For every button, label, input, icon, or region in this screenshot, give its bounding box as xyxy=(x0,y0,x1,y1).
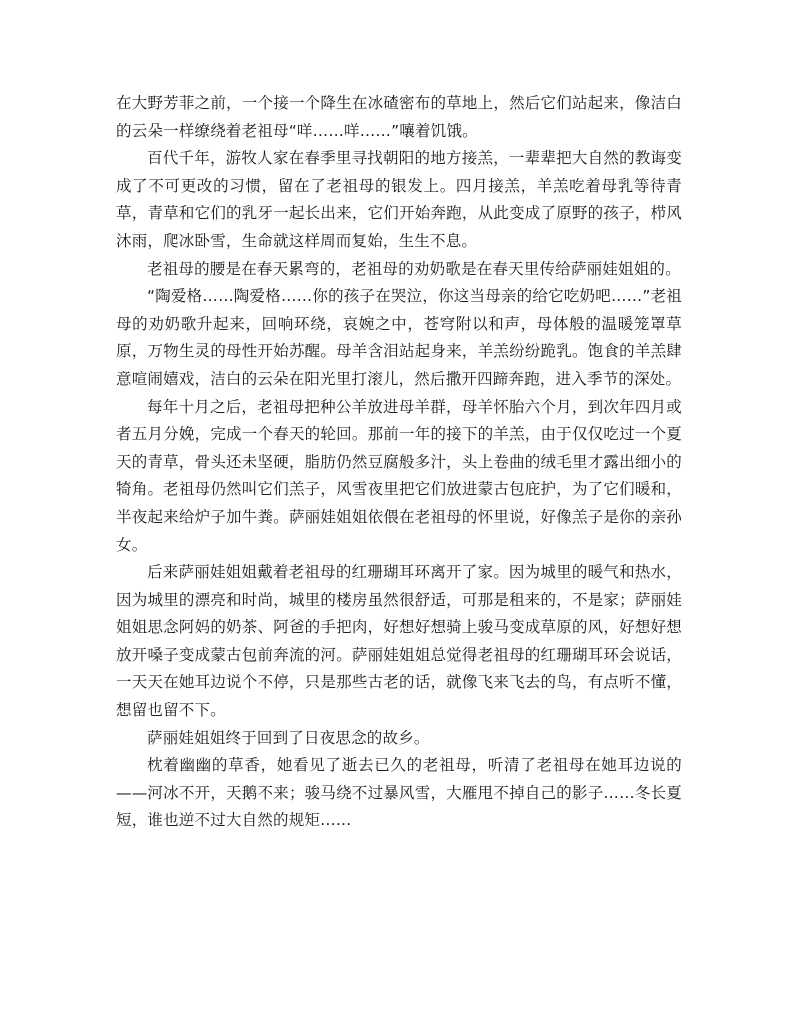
paragraph-1: 在大野芳菲之前，一个接一个降生在冰碴密布的草地上，然后它们站起来，像洁白的云朵一样缭绕着老祖母“咩……咩……”嚷着饥饿。 xyxy=(116,94,682,140)
paragraph-3: 老祖母的腰是在春天累弯的，老祖母的劝奶歌是在春天里传给萨丽娃姐姐的。 xyxy=(147,259,681,278)
paragraph-5: 每年十月之后，老祖母把种公羊放进母羊群，母羊怀胎六个月，到次年四月或者五月分娩，完成一个春天的轮回。那前一年的接下的羊羔，由于仅仅吃过一个夏天的青草，骨头还未坚硬，脂肪仍然豆腐般多汁，头上卷曲的绒毛里才露出细小的犄角。老祖母仍然叫它们羔子，风雪夜里把它们放进蒙古包庇护，为了它们暖和，半夜起来给炉子加牛粪。萨丽娃姐姐依偎在老祖母的怀里说，好像羔子是你的亲孙女。 xyxy=(116,397,682,554)
paragraph-8: 枕着幽幽的草香，她看见了逝去已久的老祖母，听清了老祖母在她耳边说的——河冰不开，天鹅不来；骏马绕不过暴风雪，大雁甩不掉自己的影子……冬长夏短，谁也逆不过大自然的规矩…… xyxy=(116,756,682,830)
paragraph-6: 后来萨丽娃姐姐戴着老祖母的红珊瑚耳环离开了家。因为城里的暖气和热水，因为城里的漂亮和时尚，城里的楼房虽然很舒适，可那是租来的，不是家；萨丽娃姐姐思念阿妈的奶茶、阿爸的手把肉，好想好想骑上骏马变成草原的风，好想好想放开嗓子变成蒙古包前奔流的河。萨丽娃姐姐总觉得老祖母的红珊瑚耳环会说话，一天天在她耳边说个不停，只是那些古老的话，就像飞来飞去的鸟，有点听不懂，想留也留不下。 xyxy=(116,563,682,720)
paragraph-2: 百代千年，游牧人家在春季里寻找朝阳的地方接羔，一辈辈把大自然的教诲变成了不可更改的习惯，留在了老祖母的银发上。四月接羔，羊羔吃着母乳等待青草，青草和它们的乳牙一起长出来，它们开始奔跑，从此变成了原野的孩子，栉风沐雨，爬冰卧雪，生命就这样周而复始，生生不息。 xyxy=(116,149,682,250)
document-page xyxy=(116,90,682,835)
paragraph-7: 萨丽娃姐姐终于回到了日夜思念的故乡。 xyxy=(147,728,430,747)
paragraph-4: “陶爱格……陶爱格……你的孩子在哭泣，你这当母亲的给它吃奶吧……”老祖母的劝奶歌升起来，回响环绕，哀婉之中，苍穹附以和声，母体般的温暖笼罩草原，万物生灵的母性开始苏醒。母羊含泪站起身来，羊羔纷纷跪乳。饱食的羊羔肆意喧闹嬉戏，洁白的云朵在阳光里打滚儿，然后撒开四蹄奔跑，进入季节的深处。 xyxy=(116,287,682,388)
